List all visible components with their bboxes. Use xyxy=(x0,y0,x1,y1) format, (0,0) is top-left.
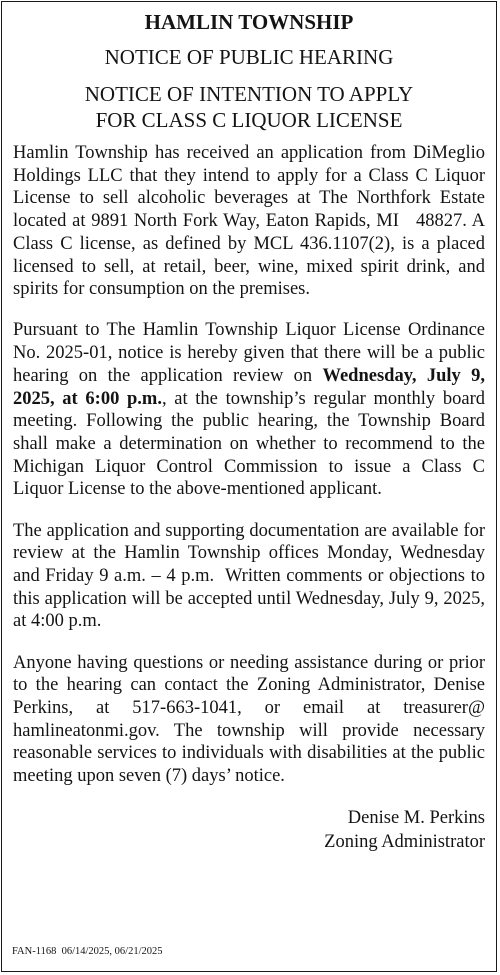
notice-heading-line-2: FOR CLASS C LIQUOR LICENSE xyxy=(95,108,403,132)
notice-title: HAMLIN TOWNSHIP xyxy=(144,10,354,34)
paragraph-review: The application and supporting documentation are available for review at the Hamlin Township offices Monday, Wednesday and Friday 9 a.m. – 4 p.m. Written comments or objections to this application will be accepted until Wednesday, July 9, 2025, at 4:00 p.m. xyxy=(13,520,485,632)
paragraph-hearing xyxy=(13,319,485,501)
signature-name: Denise M. Perkins xyxy=(347,808,485,829)
paragraph-application: Hamlin Township has received an application from DiMeglio Holdings LLC that they intend to apply for a Class C Liquor License to sell alcoholic beverages at The Northfork Estate located at 9891 North Fork Way, Eaton Rapids, MI 48827. A Class C license, as defined by MCL 436.1107(2), is a placed licensed to sell, at retail, beer, wine, mixed spirit drink, and spirits for consumption on the premises. xyxy=(13,143,485,300)
paragraph-contact: Anyone having questions or needing assistance during or prior to the hearing can contact the Zoning Administrator, Denise Perkins, at 517-663-1041, or email at treasurer@​hamlineatonmi.gov. The township will provide necessary reasonable services to individuals with disabilities at the public meeting upon seven (7) days’ notice. xyxy=(13,652,485,787)
publication-reference: FAN-1168 06/14/2025, 06/21/2025 xyxy=(12,946,163,957)
signature-block xyxy=(13,806,485,854)
notice-heading-line-1: NOTICE OF INTENTION TO APPLY xyxy=(84,82,414,106)
paragraph-hearing-text-b: , at the township’s regular monthly board meeting. Following the public hearing, the Township Board shall make a determination on whether to recommend to the Michigan Liquor Control Commission to issue a Class C Liquor License to the above-mentioned applicant. xyxy=(13,388,485,500)
notice-subtitle: NOTICE OF PUBLIC HEARING xyxy=(104,45,394,69)
notice-content xyxy=(2,2,496,854)
hearing-date: Wednesday, July 9, 2025, at 6:00 p.m. xyxy=(13,365,485,409)
notice-heading xyxy=(13,81,485,133)
paragraph-hearing-text-a: Pursuant to The Hamlin Township Liquor License Ordinance No. 2025-01, notice is hereby given that there will be a public hearing on the application review on xyxy=(13,320,485,386)
legal-notice xyxy=(1,1,497,972)
signature-title: Zoning Administrator xyxy=(324,832,485,853)
